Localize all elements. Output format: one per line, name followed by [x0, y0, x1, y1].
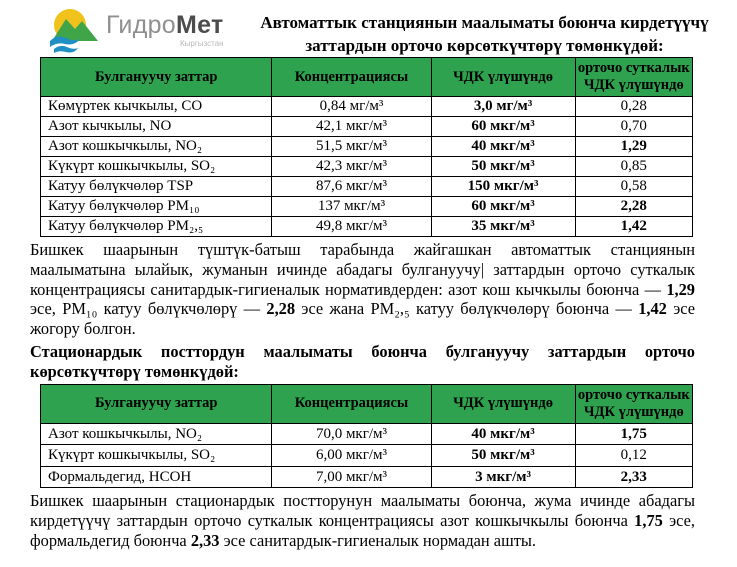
emphasized-text: 2,28: [266, 299, 296, 319]
stationary-table-body: [41, 423, 693, 488]
column-header: ЧДК үлүшүндө: [431, 384, 575, 423]
column-header: орточо суткалык ЧДК үлүшүндө: [575, 58, 692, 97]
table-row: [41, 97, 693, 117]
hydromet-emblem-icon: [44, 5, 102, 55]
table-cell: 7,00 мкг/м³: [272, 466, 431, 488]
table-cell: 35 мкг/м³: [431, 217, 575, 237]
table-cell: 137 мкг/м³: [272, 197, 431, 217]
wave-shape-2: [54, 46, 78, 53]
column-header: Концентрациясы: [272, 384, 431, 423]
emphasized-text: 1,29: [666, 279, 695, 299]
emphasized-text: 2,33: [190, 530, 220, 550]
table-cell: 51,5 мкг/м³: [272, 137, 431, 157]
body-text: Бишкек шаарынын стационардык постторунун маалыматы боюнча, жума ичинде абадагы кирдетүүчү заттардын орточо суткалык концентрациясы азот кошкычкылы боюнча: [30, 491, 695, 530]
table-cell: 50 мкг/м³: [431, 157, 575, 177]
table-cell: Күкүрт кошкычкылы, SO₂: [41, 157, 272, 177]
table-cell: 6,00 мкг/м³: [272, 445, 431, 467]
logo-brand: [106, 11, 224, 39]
auto-station-paragraph: [30, 240, 695, 339]
auto-station-table: [40, 57, 693, 237]
stationary-table-head: [41, 384, 693, 423]
table-cell: 0,70: [575, 117, 692, 137]
table-row: [41, 197, 693, 217]
table-row: [41, 177, 693, 197]
table-cell: 0,28: [575, 97, 692, 117]
table-cell: 87,6 мкг/м³: [272, 177, 431, 197]
table-cell: 70,0 мкг/м³: [272, 423, 431, 445]
table-cell: 42,3 мкг/м³: [272, 157, 431, 177]
table-cell: 3,0 мг/м³: [431, 97, 575, 117]
table-cell: Азот кошкычкылы, NO₂: [41, 423, 272, 445]
header-row: [41, 384, 693, 423]
table-cell: Азот кошкычкылы, NO₂: [41, 137, 272, 157]
table-cell: Катуу бөлүкчөлөр TSP: [41, 177, 272, 197]
table-cell: 49,8 мкг/м³: [272, 217, 431, 237]
stationary-heading-paragraph: Стационардык посттордун маалыматы боюнча булгануучу заттардын орточо көрсөткүчтөрү төмөнкүдөй:: [30, 341, 695, 381]
table-row: [41, 157, 693, 177]
column-header: орточо суткалык ЧДК үлүшүндө: [575, 384, 692, 423]
column-header: Булгануучу заттар: [41, 58, 272, 97]
table-cell: 2,33: [575, 466, 692, 488]
logo-brand-light: Гидро: [106, 10, 176, 39]
table-cell: Көмүртек кычкылы, CO: [41, 97, 272, 117]
column-header: ЧДК үлүшүндө: [431, 58, 575, 97]
body-text: Бишкек шаарынын түштүк-батыш тарабында жайгашкан автоматтык станциянын маалыматына ылайык, жуманын ичинде абадагы булгануучу| заттардын орточо суткалык концентрациясы санитардык-гигиеналык нормативдерден: азот кош кычкылы боюнча —: [30, 240, 695, 299]
table-cell: 0,84 мг/м³: [272, 97, 431, 117]
header-row: [41, 58, 693, 97]
auto-station-table-head: [41, 58, 693, 97]
table-row: [41, 137, 693, 157]
table-cell: 1,42: [575, 217, 692, 237]
table-cell: Күкүрт кошкычкылы, SO₂: [41, 445, 272, 467]
table-cell: 60 мкг/м³: [431, 117, 575, 137]
table-cell: 0,85: [575, 157, 692, 177]
table-cell: Катуу бөлүкчөлөр PM₂,₅: [41, 217, 272, 237]
emphasized-text: 1,75: [634, 510, 663, 530]
table-row: [41, 445, 693, 467]
table-cell: 40 мкг/м³: [431, 137, 575, 157]
table-cell: Формальдегид, HCOH: [41, 466, 272, 488]
table-row: [41, 117, 693, 137]
document-header: [0, 5, 737, 57]
table-cell: 60 мкг/м³: [431, 197, 575, 217]
logo-text: [106, 10, 224, 48]
stationary-posts-table: [40, 384, 693, 489]
table-cell: 2,28: [575, 197, 692, 217]
table-cell: 150 мкг/м³: [431, 177, 575, 197]
table-cell: 50 мкг/м³: [431, 445, 575, 467]
table-cell: Азот кычкылы, NO: [41, 117, 272, 137]
emphasized-text: 1,42: [638, 299, 667, 319]
body-text: эсе жогору болгон.: [30, 299, 695, 339]
column-header: Булгануучу заттар: [41, 384, 272, 423]
table-cell: 0,12: [575, 445, 692, 467]
body-text: эсе, PM₁₀ катуу бөлүкчөлөрү —: [30, 299, 267, 319]
body-text: эсе санитардык-гигиеналык нормадан ашты.: [219, 530, 536, 550]
table-cell: Катуу бөлүкчөлөр PM₁₀: [41, 197, 272, 217]
table-cell: 1,75: [575, 423, 692, 445]
body-text: эсе, формальдегид боюнча: [30, 510, 696, 550]
table-row: [41, 466, 693, 488]
stationary-paragraph: [30, 491, 695, 550]
table-cell: 0,58: [575, 177, 692, 197]
logo-brand-bold: Мет: [176, 10, 224, 39]
table-cell: 1,29: [575, 137, 692, 157]
column-header: Концентрациясы: [272, 58, 431, 97]
document-content: [0, 57, 737, 550]
table-cell: 40 мкг/м³: [431, 423, 575, 445]
auto-station-table-body: [41, 97, 693, 237]
table-row: [41, 217, 693, 237]
logo-country-label: Кыргызстан: [180, 38, 224, 48]
hydromet-logo: [44, 5, 242, 55]
body-text: эсе жана PM₂,₅ катуу бөлүкчөлөрү боюнча —: [295, 299, 639, 319]
table-cell: 3 мкг/м³: [431, 466, 575, 488]
table-row: [41, 423, 693, 445]
page-title: Автоматтык станциянын маалыматы боюнча кирдетүүчү заттардын орточо көрсөткүчтөрү төмөнкүдөй:: [260, 13, 709, 56]
table-cell: 42,1 мкг/м³: [272, 117, 431, 137]
